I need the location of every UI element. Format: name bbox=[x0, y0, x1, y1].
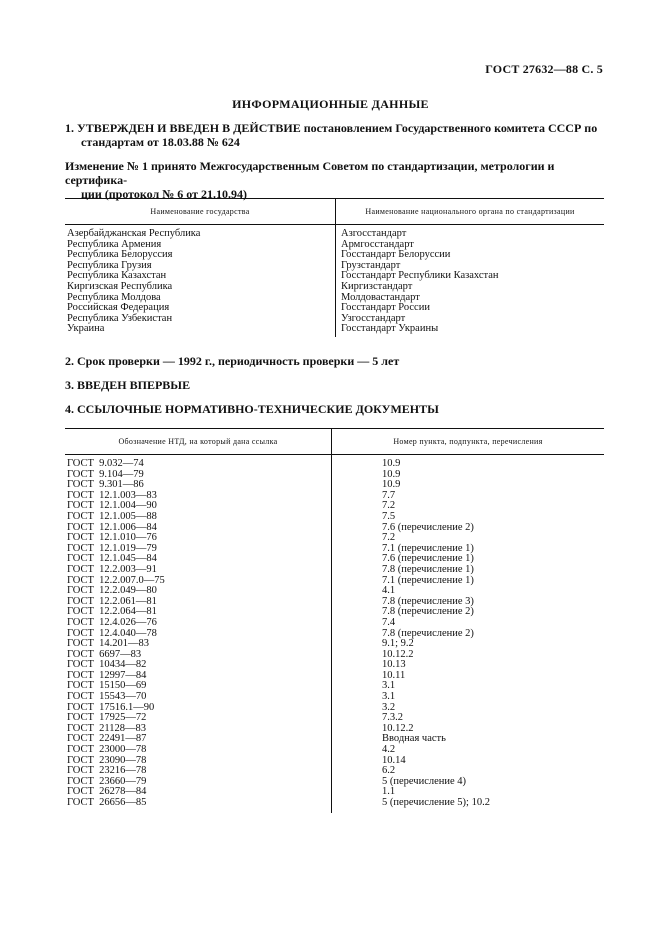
references-table-row-name-cell: ГОСТ 23000—78 bbox=[65, 745, 332, 756]
states-table-row-name-cell: Республика Белоруссия bbox=[65, 250, 336, 261]
states-table-row-name-cell: Азербайджанская Республика bbox=[65, 225, 336, 240]
states-table-row-name-cell: Республика Грузия bbox=[65, 261, 336, 272]
states-table-row bbox=[65, 282, 604, 293]
states-table-row-value-cell: Госстандарт Белоруссии bbox=[341, 249, 451, 261]
page-title: ИНФОРМАЦИОННЫЕ ДАННЫЕ bbox=[232, 97, 429, 111]
references-table-row-name-cell: ГОСТ 23216—78 bbox=[65, 766, 332, 777]
references-table-row-name-cell: ГОСТ 17925—72 bbox=[65, 713, 332, 724]
states-table-row-value-cell: Киргизстандарт bbox=[341, 280, 413, 292]
references-table-row-name-cell: ГОСТ 23660—79 bbox=[65, 777, 332, 788]
references-table-header-doc: Обозначение НТД, на который дана ссылка bbox=[65, 429, 332, 455]
states-table-row-value-cell: Узгосстандарт bbox=[341, 312, 406, 324]
references-table-row-value-cell: 7.8 (перечисление 2) bbox=[382, 606, 474, 618]
section-1-line-2: стандартам от 18.03.88 № 624 bbox=[81, 135, 240, 149]
references-table-row-value-cell: 7.1 (перечисление 1) bbox=[382, 574, 474, 586]
references-table-row-value-cell: 7.2 bbox=[382, 532, 396, 544]
references-table-row-name-cell: ГОСТ 12.1.006—84 bbox=[65, 523, 332, 534]
references-table-row-name-cell: ГОСТ 12.2.064—81 bbox=[65, 607, 332, 618]
references-table-row-value-cell: 7.2 bbox=[382, 500, 396, 512]
states-table bbox=[65, 198, 604, 337]
references-table-row-name-cell: ГОСТ 23090—78 bbox=[65, 756, 332, 767]
references-table-row-name-cell: ГОСТ 26278—84 bbox=[65, 787, 332, 798]
references-table-row-name-cell: ГОСТ 12997—84 bbox=[65, 671, 332, 682]
references-table-row-value-cell: 10.13 bbox=[382, 659, 406, 671]
states-table-header-row bbox=[65, 199, 604, 225]
references-table-row-name-cell: ГОСТ 9.301—86 bbox=[65, 480, 332, 491]
states-table-body bbox=[65, 225, 604, 337]
references-table-row-value-cell: 3.1 bbox=[382, 691, 396, 703]
references-table-row-value-cell: 10.9 bbox=[382, 468, 401, 480]
references-table-row-value-cell: 6.2 bbox=[382, 765, 396, 777]
references-table-row-name-cell: ГОСТ 12.2.007.0—75 bbox=[65, 576, 332, 587]
references-table-row-name-cell: ГОСТ 9.032—74 bbox=[65, 455, 332, 470]
states-table-row-value-cell: Армгосстандарт bbox=[341, 238, 414, 250]
references-table-row bbox=[65, 639, 604, 650]
states-table-row bbox=[65, 314, 604, 325]
references-table-row-name-cell: ГОСТ 12.1.004—90 bbox=[65, 501, 332, 512]
references-table-row-name-cell: ГОСТ 9.104—79 bbox=[65, 470, 332, 481]
references-table-row-name-cell: ГОСТ 12.4.026—76 bbox=[65, 618, 332, 629]
references-table-row bbox=[65, 565, 604, 576]
references-table-row-value-cell: 7.3.2 bbox=[382, 712, 403, 724]
states-table-row-value-cell: Госстандарт Украины bbox=[341, 323, 439, 335]
references-table-row-name-cell: ГОСТ 15543—70 bbox=[65, 692, 332, 703]
states-table-row bbox=[65, 324, 604, 337]
references-table-row-name-cell: ГОСТ 12.2.003—91 bbox=[65, 565, 332, 576]
states-table-header-state: Наименование государства bbox=[65, 199, 336, 225]
references-table-row bbox=[65, 618, 604, 629]
states-table-row-name-cell: Республика Казахстан bbox=[65, 271, 336, 282]
section-4-references-title: 4. ССЫЛОЧНЫЕ НОРМАТИВНО-ТЕХНИЧЕСКИЕ ДОКУМЕНТЫ bbox=[65, 402, 439, 416]
references-table-row bbox=[65, 798, 604, 813]
references-table-row-name-cell: ГОСТ 12.4.040—78 bbox=[65, 629, 332, 640]
references-table-row-value-cell: Вводная часть bbox=[382, 733, 446, 745]
section-3-introduced: 3. ВВЕДЕН ВПЕРВЫЕ bbox=[65, 378, 191, 392]
references-table-row bbox=[65, 512, 604, 523]
references-table-row-name-cell: ГОСТ 26656—85 bbox=[65, 798, 332, 813]
references-table-row-value-cell: 5 (перечисление 4) bbox=[382, 775, 467, 787]
references-table-row-name-cell: ГОСТ 10434—82 bbox=[65, 660, 332, 671]
references-table-row-value-cell: 10.9 bbox=[382, 458, 401, 469]
references-table-row-name-cell: ГОСТ 12.1.005—88 bbox=[65, 512, 332, 523]
references-table-row-value-cell: 10.14 bbox=[382, 754, 406, 766]
states-table-row-value-cell: Азгосстандарт bbox=[341, 228, 407, 239]
references-table bbox=[65, 428, 604, 813]
section-2-review: 2. Срок проверки — 1992 г., периодичность проверки — 5 лет bbox=[65, 354, 400, 368]
references-table-row-value-cell: 9.1; 9.2 bbox=[382, 638, 414, 650]
states-table-row-value-cell: Госстандарт России bbox=[341, 302, 430, 314]
references-table-row-value-cell: 7.6 (перечисление 1) bbox=[382, 553, 474, 565]
references-table-row-name-cell: ГОСТ 14.201—83 bbox=[65, 639, 332, 650]
states-table-row-name-cell: Киргизская Республика bbox=[65, 282, 336, 293]
references-table-row-value-cell: 4.1 bbox=[382, 585, 396, 597]
change-note-line-1: Изменение № 1 принято Межгосударственным Советом по стандартизации, метрологии и сертифика- bbox=[65, 159, 555, 187]
references-table-row-name-cell: ГОСТ 12.1.019—79 bbox=[65, 544, 332, 555]
states-table-row-name-cell: Российская Федерация bbox=[65, 303, 336, 314]
references-table-row-name-cell: ГОСТ 12.1.045—84 bbox=[65, 554, 332, 565]
states-table-row-name-cell: Республика Армения bbox=[65, 240, 336, 251]
references-table-row-value-cell: 7.8 (перечисление 1) bbox=[382, 563, 474, 575]
references-table-row-value-cell: 7.7 bbox=[382, 489, 396, 501]
states-table-row-name-cell: Республика Молдова bbox=[65, 293, 336, 304]
states-table-row bbox=[65, 225, 604, 240]
states-table-row-value-cell: Госстандарт Республики Казахстан bbox=[341, 270, 499, 282]
references-table-row-name-cell: ГОСТ 12.2.049—80 bbox=[65, 586, 332, 597]
references-table-row bbox=[65, 470, 604, 481]
references-table-row-name-cell: ГОСТ 12.2.061—81 bbox=[65, 597, 332, 608]
references-table-row-value-cell: 3.1 bbox=[382, 680, 396, 692]
references-table-row-name-cell: ГОСТ 12.1.003—83 bbox=[65, 491, 332, 502]
references-table-row-value-cell: 10.12.2 bbox=[382, 722, 414, 734]
references-table-row-value-cell: 7.8 (перечисление 2) bbox=[382, 627, 474, 639]
references-table-row-name-cell: ГОСТ 17516.1—90 bbox=[65, 703, 332, 714]
section-1-approval bbox=[65, 121, 605, 149]
references-table-row-value-cell: 5 (перечисление 5); 10.2 bbox=[382, 797, 490, 808]
states-table-row-value-cell: Грузстандарт bbox=[341, 259, 401, 271]
references-table-row-value-cell: 7.4 bbox=[382, 616, 396, 628]
references-table-row-name-cell: ГОСТ 22491—87 bbox=[65, 734, 332, 745]
references-table-header-row bbox=[65, 429, 604, 455]
states-table-row-name-cell: Украина bbox=[65, 324, 336, 337]
references-table-row-value-cell: 10.12.2 bbox=[382, 648, 414, 660]
references-table-row-value-cell: 7.6 (перечисление 2) bbox=[382, 521, 474, 533]
references-table-row-value-cell: 7.5 bbox=[382, 510, 396, 522]
references-table-row bbox=[65, 455, 604, 470]
references-table-row-value-cell: 1.1 bbox=[382, 786, 396, 798]
change-note-line-2: ции (протокол № 6 от 21.10.94) bbox=[81, 187, 248, 201]
references-table-row-value-cell: 7.1 (перечисление 1) bbox=[382, 542, 474, 554]
references-table-row-value-cell: 3.2 bbox=[382, 701, 396, 713]
references-table-body bbox=[65, 455, 604, 813]
page-header-doc-ref: ГОСТ 27632—88 С. 5 bbox=[485, 62, 603, 76]
references-table-row-name-cell: ГОСТ 21128—83 bbox=[65, 724, 332, 735]
references-table-row-value-cell: 4.2 bbox=[382, 744, 396, 756]
change-note bbox=[65, 159, 605, 201]
references-table-row-name-cell: ГОСТ 15150—69 bbox=[65, 681, 332, 692]
references-table-row-name-cell: ГОСТ 6697—83 bbox=[65, 650, 332, 661]
states-table-header-body: Наименование национального органа по стандартизации bbox=[336, 199, 605, 225]
states-table-row-name-cell: Республика Узбекистан bbox=[65, 314, 336, 325]
references-table-row-value-cell: 7.8 (перечисление 3) bbox=[382, 595, 474, 607]
references-table-row-value-cell: 10.11 bbox=[382, 669, 406, 681]
references-table-row-name-cell: ГОСТ 12.1.010—76 bbox=[65, 533, 332, 544]
states-table-row-value-cell: Молдовастандарт bbox=[341, 291, 420, 303]
section-1-line-1: 1. УТВЕРЖДЕН И ВВЕДЕН В ДЕЙСТВИЕ постановлением Государственного комитета СССР по bbox=[65, 121, 598, 135]
references-table-header-clause: Номер пункта, подпункта, перечисления bbox=[332, 429, 605, 455]
references-table-row-value-cell: 10.9 bbox=[382, 479, 401, 491]
